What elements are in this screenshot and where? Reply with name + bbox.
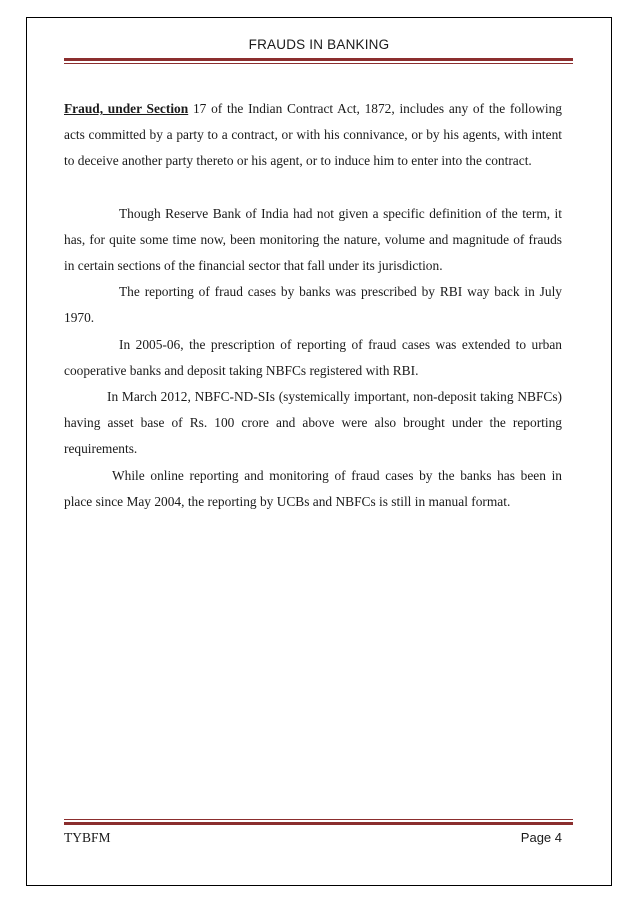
paragraph-fraud-definition <box>64 96 562 175</box>
header-title: FRAUDS IN BANKING <box>248 37 390 52</box>
paragraph-rbi-monitoring: Though Reserve Bank of India had not given a specific definition of the term, it has, for quite some time now, been monitoring the nature, volume and magnitude of frauds in certain sections of the financial sector that fall under its jurisdiction. <box>64 205 562 274</box>
paragraph-reporting-1970: The reporting of fraud cases by banks was prescribed by RBI way back in July 1970. <box>64 284 562 326</box>
footer-rule-thick <box>64 822 573 825</box>
footer-rule-thin <box>64 819 573 820</box>
paragraph-lead: Fraud, under Section <box>64 101 189 116</box>
paragraph-march-2012: In March 2012, NBFC-ND-SIs (systemically important, non-deposit taking NBFCs) having asset base of Rs. 100 crore and above were also brought under the reporting requirements. <box>64 389 562 457</box>
paragraph-2005-06: In 2005-06, the prescription of reporting of fraud cases was extended to urban cooperative banks and deposit taking NBFCs registered with RBI. <box>64 336 562 378</box>
header-rule-thin <box>64 63 573 64</box>
paragraph-text: 17 of the Indian Contract Act, 1872, includes any of the following acts committed by a party to a contract, or with his connivance, or by his agents, with intent to deceive another party thereto or his agent, or to induce him to enter into the contract. <box>64 101 562 169</box>
document-body <box>64 96 562 515</box>
paragraph-gap <box>64 175 562 201</box>
footer-course-label: TYBFM <box>64 830 111 845</box>
footer-page-number: Page 4 <box>520 830 562 845</box>
header-rule-thick <box>64 58 573 61</box>
paragraph-online-reporting: While online reporting and monitoring of fraud cases by the banks has been in place since May 2004, the reporting by UCBs and NBFCs is still in manual format. <box>64 467 562 509</box>
